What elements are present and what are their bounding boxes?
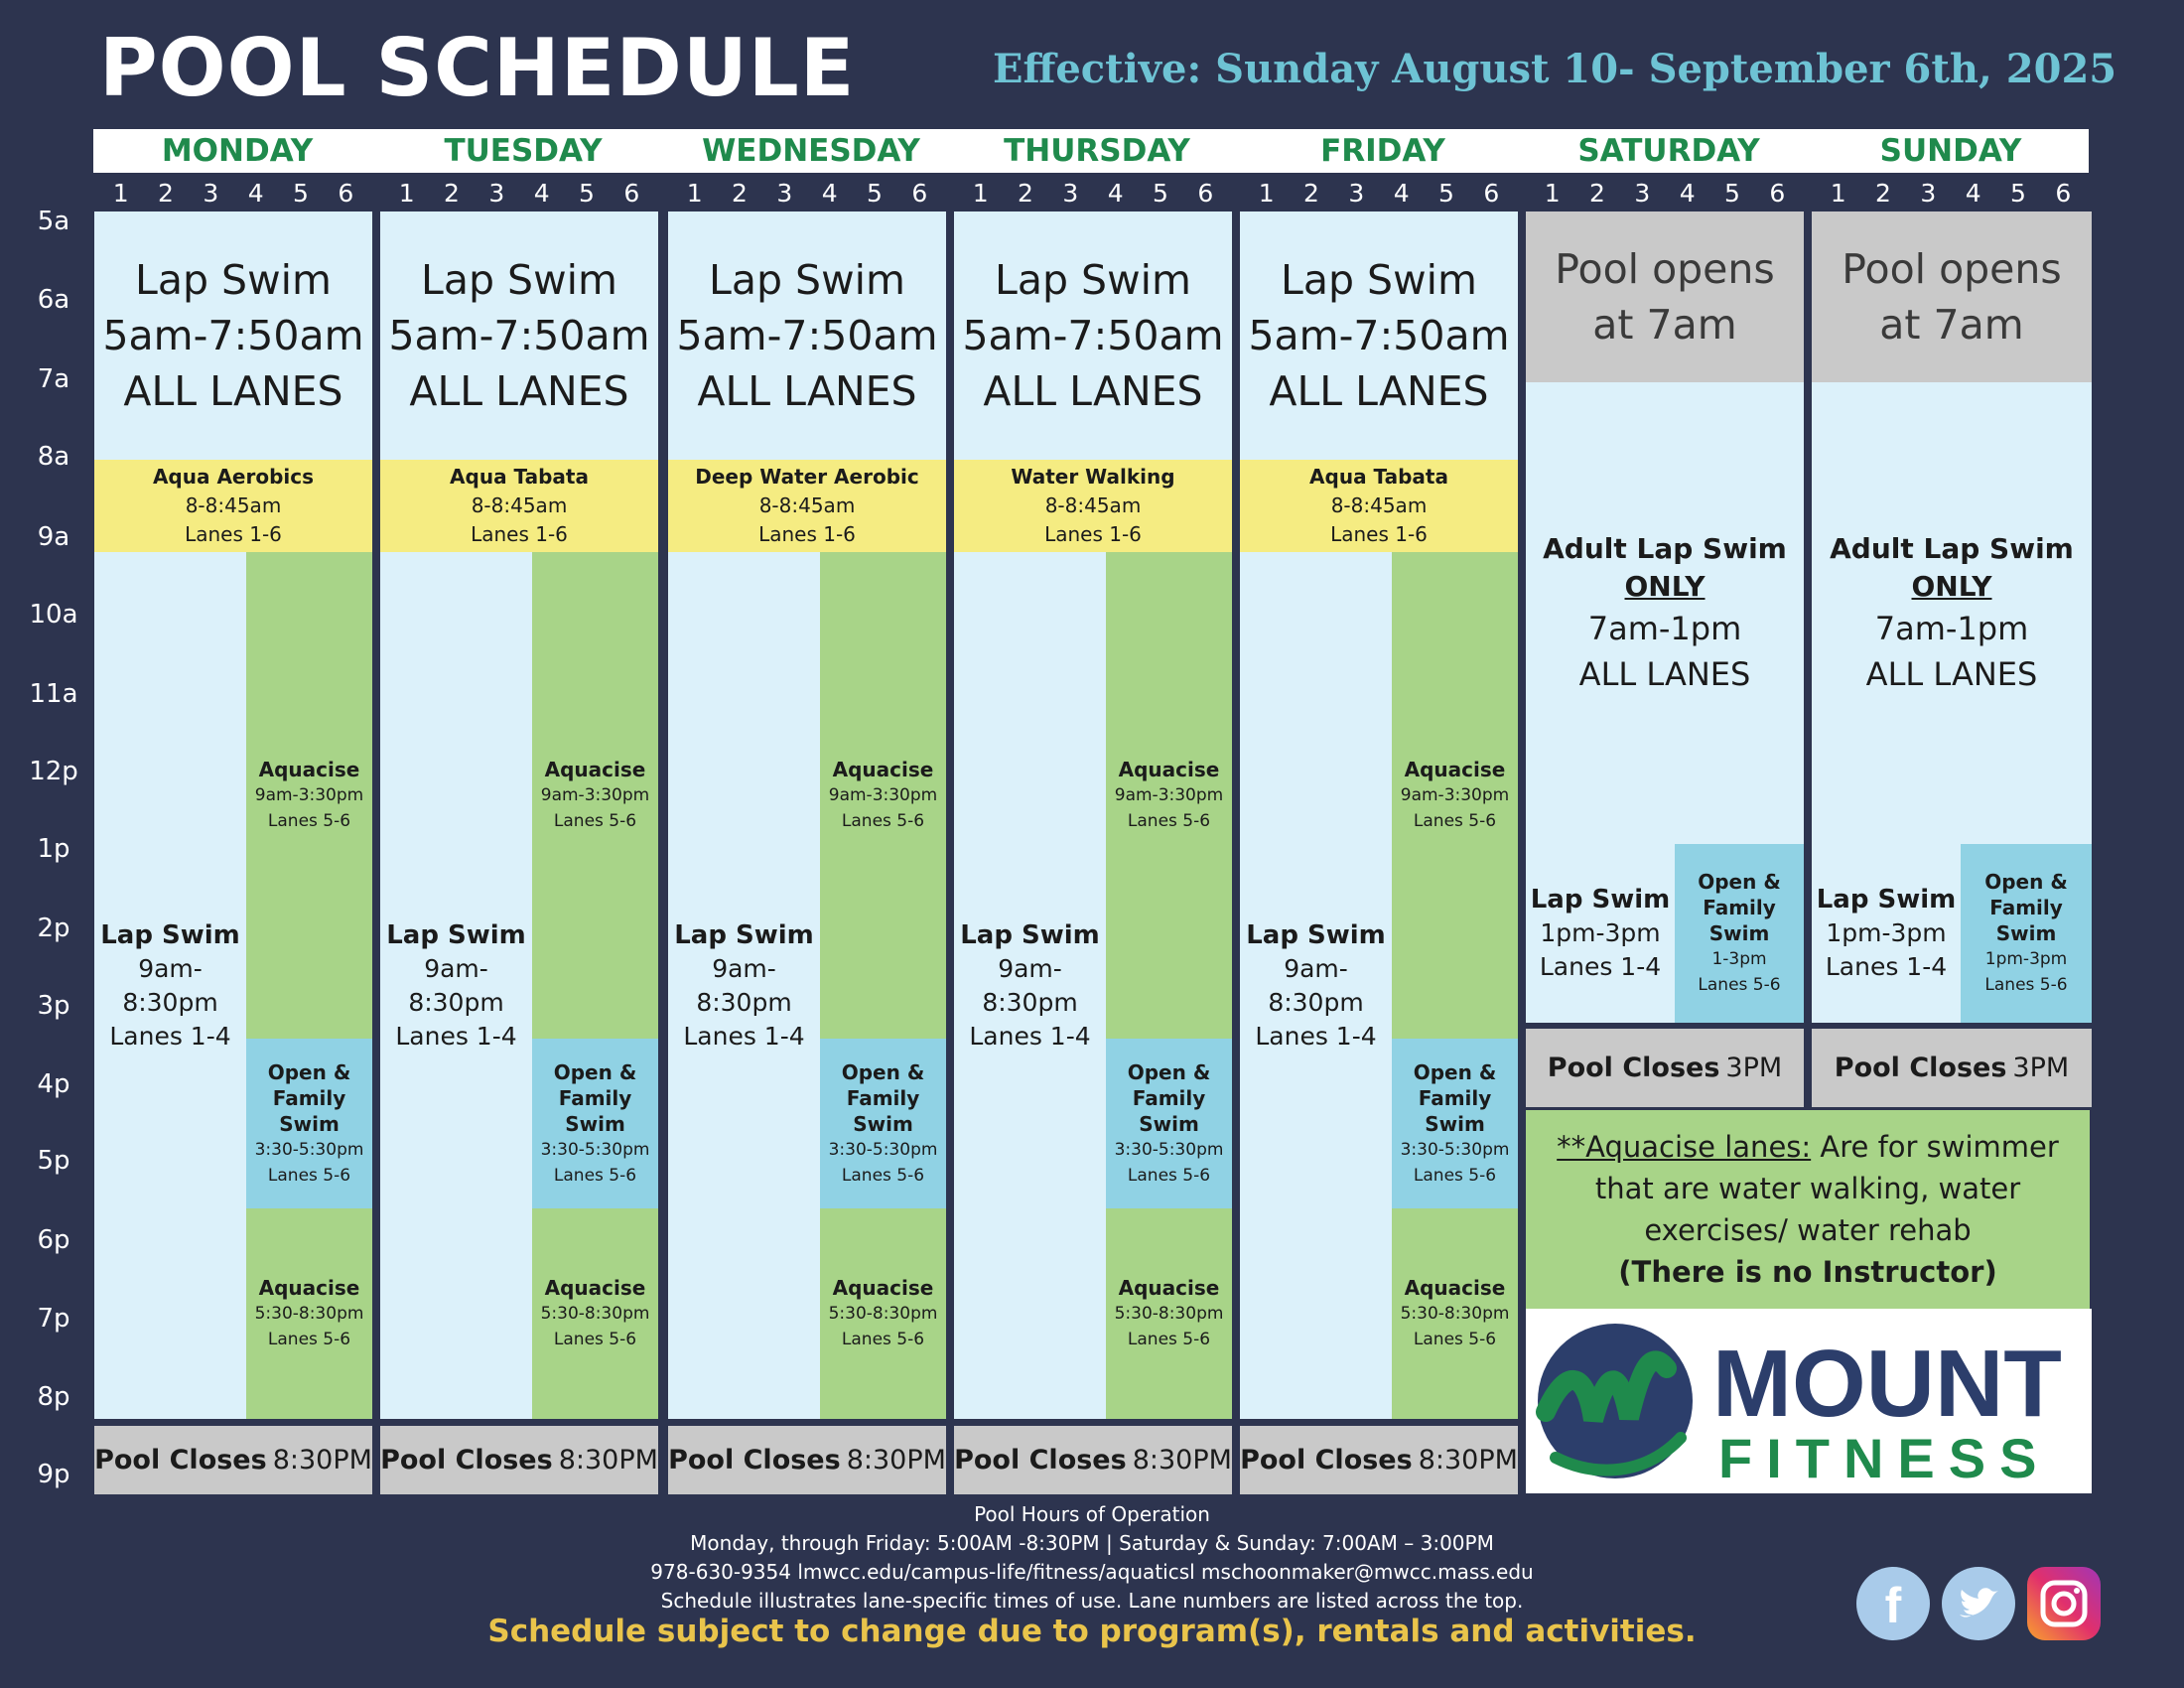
hour-label: 12p [29,757,78,786]
lane-number: 3 [1634,179,1651,208]
svg-text:f: f [1884,1578,1902,1633]
lane-number: 2 [444,179,460,208]
lane-number: 2 [1589,179,1605,208]
lane-number: 3 [203,179,219,208]
class-lanes: Lanes 1-6 [1044,522,1142,546]
aquacise-evening [820,1208,946,1419]
hour-label: 10a [29,600,78,630]
open-title-1: Open & [1698,870,1781,894]
closes-label: Pool Closes [668,1445,841,1476]
open-title-1: Open & [1984,870,2068,894]
lane-number: 1 [686,179,703,208]
day-header-sunday: SUNDAY [1879,133,2022,169]
aquacise-day [1106,552,1232,1039]
class-name: Aqua Tabata [450,465,589,489]
class-time: 8-8:45am [185,493,282,517]
adult-only: ONLY [1911,569,1992,603]
aquacise-time: 5:30-8:30pm [254,1304,364,1324]
aquacise-lanes: Lanes 5-6 [1127,811,1211,831]
lane-number: 2 [1875,179,1891,208]
class-name: Water Walking [1011,465,1175,489]
hour-label: 3p [37,991,70,1021]
morning-lap-text: 5am-7:50am [676,312,938,359]
footer-warning: Schedule subject to change due to program(s), rentals and activities. [487,1614,1697,1649]
class-time: 8-8:45am [471,493,568,517]
open-title-2: Family Swim [558,1085,632,1136]
aquacise-time: 5:30-8:30pm [828,1304,938,1324]
lane-number: 6 [1769,179,1786,208]
open-title-1: Open & [1127,1059,1211,1084]
closes-label: Pool Closes [1547,1053,1720,1083]
aquacise-lanes: Lanes 5-6 [841,1330,925,1349]
lap-swim-lanes-1-4 [380,552,532,1419]
lane-number: 1 [398,179,415,208]
hour-label: 9p [37,1460,70,1489]
aquacise-note [1526,1110,2090,1309]
open-lanes: Lanes 5-6 [1698,975,1781,995]
aquacise-title: Aquacise [544,1276,646,1300]
morning-lap-text: ALL LANES [409,367,629,415]
open-time: 3:30-5:30pm [828,1139,938,1160]
morning-lap-text: ALL LANES [1269,367,1489,415]
morning-lap-text: ALL LANES [697,367,917,415]
lap-title: Lap Swim [960,919,1100,950]
aquacise-time: 5:30-8:30pm [540,1304,650,1324]
morning-lap-text: Lap Swim [995,256,1191,304]
opens-text: at 7am [1879,301,2024,349]
lap-lanes: Lanes 1-4 [683,1021,805,1051]
weekend-open-family-swim [1961,844,2092,1023]
lap-title: Lap Swim [386,919,526,950]
hour-label: 5a [37,207,70,236]
morning-lap-swim [954,211,1232,460]
aquacise-title: Aquacise [544,758,646,781]
class-time: 8-8:45am [1044,493,1142,517]
open-title-2: Family Swim [1703,896,1776,945]
weekend-lap-swim [1526,844,1675,1023]
morning-lap-text: ALL LANES [123,367,343,415]
open-title-1: Open & [553,1059,637,1084]
aquacise-title: Aquacise [258,1276,360,1300]
lane-number: 2 [1018,179,1033,208]
morning-lap-text: Lap Swim [421,256,617,304]
aquacise-day [246,552,372,1039]
day-header-saturday: SATURDAY [1577,133,1760,169]
aquacise-day [820,552,946,1039]
aquacise-title: Aquacise [1404,758,1506,781]
aquacise-day [532,552,658,1039]
weekend-open-family-swim [1675,844,1804,1023]
lane-number: 3 [1062,179,1079,208]
lap-time: 9am-8:30pm [1268,953,1364,1017]
hour-label: 6a [37,285,70,315]
lap-swim-lanes-1-4 [668,552,820,1419]
lane-numbers [958,179,1228,212]
aquacise-title: Aquacise [832,758,934,781]
pool-closes [668,1426,946,1494]
morning-class [954,460,1232,552]
morning-class [94,460,372,552]
pool-closes [94,1426,372,1494]
lane-numbers [98,179,368,212]
class-name: Aqua Aerobics [152,465,315,489]
morning-lap-swim [380,211,658,460]
closes-label: Pool Closes [94,1445,267,1476]
open-title-2: Family Swim [272,1085,346,1136]
opens-text: Pool opens [1555,245,1775,293]
opens-text: Pool opens [1842,245,2062,293]
closes-label: Pool Closes [1834,1053,2007,1083]
aquacise-time: 5:30-8:30pm [1400,1304,1510,1324]
lane-number: 6 [338,179,354,208]
logo-text-fitness: FITNESS [1718,1427,2051,1489]
lane-number: 6 [1197,179,1214,208]
lane-number: 5 [1724,179,1740,208]
facebook-icon[interactable] [1856,1567,1930,1640]
class-lanes: Lanes 1-6 [1330,522,1428,546]
aquacise-lanes: Lanes 5-6 [553,811,637,831]
closes-time: 3PM [2012,1053,2070,1083]
lap-time: 1pm-3pm [1540,918,1661,947]
lane-number: 6 [911,179,928,208]
aquacise-evening [1106,1208,1232,1419]
class-lanes: Lanes 1-6 [185,522,282,546]
class-name: Aqua Tabata [1309,465,1448,489]
footer-explanation: Schedule illustrates lane-specific times of use. Lane numbers are listed across the top. [660,1589,1524,1613]
lane-numbers [384,179,654,212]
lap-lanes: Lanes 1-4 [109,1021,231,1051]
adult-lanes: ALL LANES [1578,654,1751,693]
logo-mark [1526,1309,2092,1493]
lane-number: 6 [2055,179,2072,208]
open-time: 3:30-5:30pm [1400,1139,1510,1160]
lane-number: 5 [1438,179,1454,208]
aquacise-title: Aquacise [1118,1276,1220,1300]
class-lanes: Lanes 1-6 [758,522,856,546]
lap-lanes: Lanes 1-4 [969,1021,1091,1051]
lap-swim-lanes-1-4 [94,552,246,1419]
lane-number: 3 [488,179,505,208]
note-text-3: exercises/ water rehab [1644,1213,1972,1247]
day-header-monday: MONDAY [161,133,314,169]
lap-time: 9am-8:30pm [122,953,218,1017]
footer-hours: Monday, through Friday: 5:00AM -8:30PM | Saturday & Sunday: 7:00AM – 3:00PM [690,1531,1494,1555]
open-family-swim [1106,1039,1232,1208]
lane-number: 3 [776,179,793,208]
day-header-thursday: THURSDAY [1004,133,1190,169]
aquacise-title: Aquacise [258,758,360,781]
hour-label: 9a [37,522,70,552]
hour-label: 11a [29,679,78,709]
lap-lanes: Lanes 1-4 [395,1021,517,1051]
lane-number: 2 [732,179,748,208]
lap-title: Lap Swim [1816,885,1957,914]
lap-lanes: Lanes 1-4 [1539,952,1662,981]
aquacise-title: Aquacise [832,1276,934,1300]
aquacise-evening [246,1208,372,1419]
lane-numbers [672,179,942,212]
lane-number: 5 [2010,179,2026,208]
aquacise-evening [532,1208,658,1419]
lap-title: Lap Swim [100,919,240,950]
lane-number: 5 [293,179,309,208]
closes-label: Pool Closes [380,1445,553,1476]
adult-only: ONLY [1624,569,1706,603]
hour-label: 7p [37,1304,70,1334]
pool-closes [1240,1426,1518,1494]
lap-swim-lanes-1-4 [1240,552,1392,1419]
lane-number: 6 [623,179,640,208]
aquacise-evening [1392,1208,1518,1419]
note-label: **Aquacise lanes: [1557,1130,1812,1164]
open-time: 3:30-5:30pm [1114,1139,1224,1160]
lap-time: 9am-8:30pm [696,953,792,1017]
morning-lap-text: Lap Swim [135,256,332,304]
open-time: 3:30-5:30pm [540,1139,650,1160]
open-title-1: Open & [841,1059,925,1084]
adult-title: Adult Lap Swim [1543,531,1787,565]
aquacise-lanes: Lanes 5-6 [1413,1330,1497,1349]
closes-time: 8:30PM [558,1445,658,1476]
morning-lap-swim [668,211,946,460]
aquacise-time: 5:30-8:30pm [1114,1304,1224,1324]
class-lanes: Lanes 1-6 [471,522,568,546]
lane-number: 4 [1965,179,1981,208]
lane-number: 5 [1153,179,1168,208]
lap-title: Lap Swim [1530,885,1671,914]
pool-closes [954,1426,1232,1494]
morning-lap-swim [94,211,372,460]
mount-fitness-logo [1526,1309,2092,1493]
lane-number: 1 [1258,179,1275,208]
open-title-1: Open & [1413,1059,1497,1084]
open-family-swim [820,1039,946,1208]
lap-lanes: Lanes 1-4 [1255,1021,1377,1051]
lane-numbers [1530,179,1800,212]
adult-title: Adult Lap Swim [1830,531,2074,565]
lane-number: 4 [1107,179,1124,208]
lane-number: 4 [821,179,838,208]
footer-contact: 978-630-9354 lmwcc.edu/campus-life/fitness/aquaticsl mschoonmaker@mwcc.mass.edu [650,1560,1534,1584]
lap-lanes: Lanes 1-4 [1825,952,1948,981]
open-time: 3:30-5:30pm [254,1139,364,1160]
morning-lap-text: Lap Swim [1281,256,1477,304]
adult-lap-swim [1812,382,2092,844]
morning-lap-text: 5am-7:50am [1248,312,1510,359]
hour-label: 1p [37,834,70,864]
morning-lap-text: 5am-7:50am [388,312,650,359]
lane-number: 3 [1920,179,1937,208]
lane-number: 4 [247,179,264,208]
weekend-lap-swim [1812,844,1961,1023]
lane-number: 1 [1830,179,1846,208]
open-time: 1pm-3pm [1984,949,2068,969]
day-header-wednesday: WEDNESDAY [702,133,920,169]
aquacise-time: 9am-3:30pm [1114,785,1224,805]
lap-title: Lap Swim [1246,919,1386,950]
open-lanes: Lanes 5-6 [267,1165,351,1186]
aquacise-day [1392,552,1518,1039]
open-family-swim [246,1039,372,1208]
lap-time: 9am-8:30pm [408,953,504,1017]
closes-time: 8:30PM [272,1445,372,1476]
pool-opens-7am [1812,211,2092,382]
lane-number: 1 [1544,179,1561,208]
closes-time: 8:30PM [1418,1445,1518,1476]
lap-swim-lanes-1-4 [954,552,1106,1419]
lane-number: 5 [579,179,595,208]
hour-label: 6p [37,1225,70,1255]
lane-number: 4 [533,179,550,208]
hour-label: 8a [37,442,70,472]
pool-closes [1812,1029,2092,1107]
pool-closes [380,1426,658,1494]
morning-class [668,460,946,552]
hour-label: 5p [37,1146,70,1176]
open-family-swim [1392,1039,1518,1208]
class-name: Deep Water Aerobic [695,465,919,489]
class-time: 8-8:45am [758,493,856,517]
morning-lap-text: 5am-7:50am [102,312,364,359]
day-header-friday: FRIDAY [1320,133,1445,169]
morning-lap-text: Lap Swim [709,256,905,304]
morning-lap-text: ALL LANES [983,367,1203,415]
twitter-icon[interactable] [1942,1567,2015,1640]
note-text-2: that are water walking, water [1594,1172,2021,1205]
morning-class [380,460,658,552]
adult-time: 7am-1pm [1874,609,2029,647]
open-title-2: Family Swim [846,1085,920,1136]
open-family-swim [532,1039,658,1208]
lane-numbers [1244,179,1514,212]
open-title-2: Family Swim [1132,1085,1206,1136]
closes-time: 8:30PM [846,1445,946,1476]
open-title-2: Family Swim [1418,1085,1492,1136]
hour-label: 4p [37,1069,70,1099]
aquacise-lanes: Lanes 5-6 [1127,1330,1211,1349]
lap-time: 9am-8:30pm [982,953,1078,1017]
aquacise-time: 9am-3:30pm [1400,785,1510,805]
logo-text-mount: MOUNT [1712,1331,2062,1437]
morning-lap-swim [1240,211,1518,460]
open-lanes: Lanes 5-6 [841,1165,925,1186]
page-title: POOL SCHEDULE [99,22,856,114]
lane-numbers [1816,179,2086,212]
aquacise-lanes: Lanes 5-6 [267,811,351,831]
lap-title: Lap Swim [674,919,814,950]
open-lanes: Lanes 5-6 [553,1165,637,1186]
lane-number: 2 [1303,179,1319,208]
adult-lap-swim [1526,382,1804,844]
open-title-1: Open & [267,1059,351,1084]
instagram-icon[interactable] [2027,1567,2101,1640]
closes-label: Pool Closes [954,1445,1127,1476]
morning-class [1240,460,1518,552]
hour-label: 7a [37,364,70,394]
closes-time: 8:30PM [1132,1445,1232,1476]
open-time: 1-3pm [1711,949,1767,969]
lane-number: 4 [1393,179,1410,208]
aquacise-title: Aquacise [1404,1276,1506,1300]
effective-dates: Effective: Sunday August 10- September 6th, 2025 [993,46,2117,92]
lane-number: 6 [1483,179,1500,208]
class-time: 8-8:45am [1330,493,1428,517]
closes-label: Pool Closes [1240,1445,1413,1476]
lane-number: 3 [1348,179,1365,208]
aquacise-title: Aquacise [1118,758,1220,781]
open-title-2: Family Swim [1989,896,2063,945]
adult-time: 7am-1pm [1587,609,1742,647]
closes-time: 3PM [1725,1053,1783,1083]
morning-lap-text: 5am-7:50am [962,312,1224,359]
note-text-1: Are for swimmer [1811,1130,2059,1164]
lap-time: 1pm-3pm [1826,918,1947,947]
note-text-4: (There is no Instructor) [1618,1255,1997,1289]
aquacise-lanes: Lanes 5-6 [1413,811,1497,831]
lane-number: 4 [1679,179,1696,208]
hour-label: 8p [37,1382,70,1412]
lane-number: 1 [972,179,989,208]
aquacise-lanes: Lanes 5-6 [841,811,925,831]
pool-closes [1526,1029,1804,1107]
open-lanes: Lanes 5-6 [1984,975,2068,995]
aquacise-time: 9am-3:30pm [254,785,364,805]
aquacise-lanes: Lanes 5-6 [267,1330,351,1349]
open-lanes: Lanes 5-6 [1127,1165,1211,1186]
footer-hours-title: Pool Hours of Operation [974,1502,1210,1526]
aquacise-time: 9am-3:30pm [540,785,650,805]
open-lanes: Lanes 5-6 [1413,1165,1497,1186]
pool-opens-7am [1526,211,1804,382]
aquacise-lanes: Lanes 5-6 [553,1330,637,1349]
hour-label: 2p [37,914,70,943]
adult-lanes: ALL LANES [1865,654,2038,693]
day-header-tuesday: TUESDAY [444,133,603,169]
lane-number: 2 [158,179,174,208]
lane-number: 5 [867,179,883,208]
opens-text: at 7am [1592,301,1737,349]
aquacise-time: 9am-3:30pm [828,785,938,805]
lane-number: 1 [112,179,129,208]
